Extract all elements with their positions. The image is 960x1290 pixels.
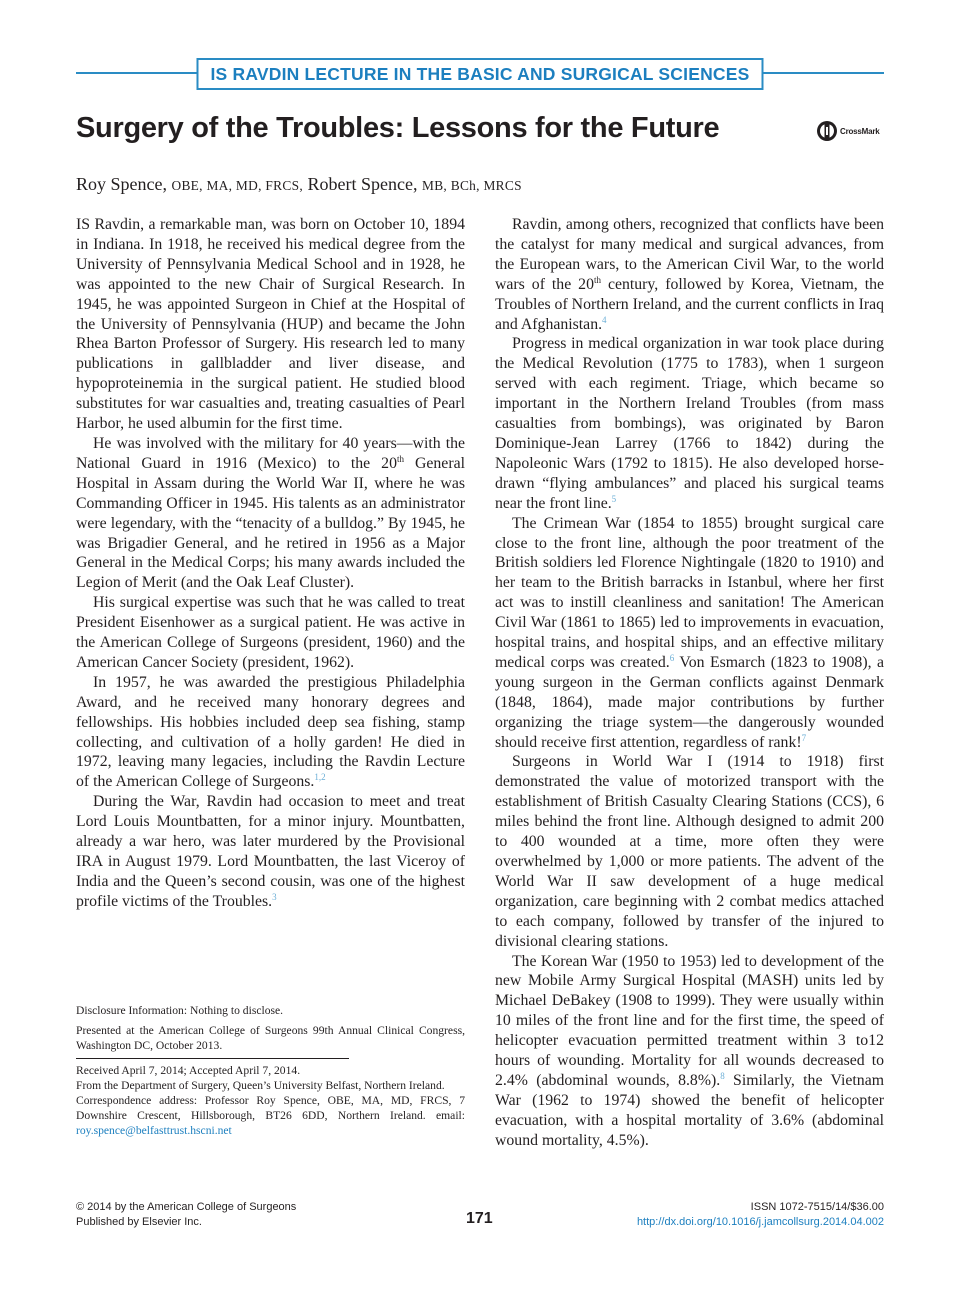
reference-link[interactable]: 4 [602,314,607,325]
page-number: 171 [466,1210,493,1227]
issn-text: ISSN 1072-7515/14/$36.00 [750,1201,884,1213]
presented-note: Presented at the American College of Surgeons 99th Annual Clinical Congress, Washington DC, October 2013. [76,1024,465,1052]
paragraph: The Crimean War (1854 to 1855) brought surgical care close to the front line, although the poor treatment of the British soldiers led Florence Nightingale (1820 to 1910) and her team to the British barracks in Istanbul, where her first act was to instill cleanliness and sanitation! The American Civil War (1861 to 1865) led to improvements in evacuation, hospital trains, and hospital ships, and an effective military medical corps was created.$^6$ Von Esmarch (1823 to 1908), a young surgeon in the German conflicts against Denmark (1848, 1864), made major contributions by further organizing the triage system—the dangerously wounded should receive first attention, regardless of rank!$^7$ [495,514,884,751]
footer-left [76,1200,296,1230]
affiliation-note: From the Department of Surgery, Queen’s University Belfast, Northern Ireland. [76,1079,445,1092]
crossmark-icon [816,120,838,142]
author-name: Roy Spence, [76,174,167,194]
reference-link[interactable]: 8 [720,1070,725,1081]
article-title: Surgery of the Troubles: Lessons for the Future [76,112,720,144]
doi-link[interactable]: http://dx.doi.org/10.1016/j.jamcollsurg.2014.04.002 [636,1216,884,1228]
footer-right [637,1200,884,1230]
crossmark-badge[interactable] [816,120,880,142]
author-credentials: OBE, MA, MD, FRCS, [171,178,304,193]
reference-link[interactable]: 3 [272,891,277,902]
paragraph: In 1957, he was awarded the prestigious Philadelphia Award, and he received many honorary degrees and fellowships. His hobbies included deep sea fishing, stamp collecting, and cultivation of a holly garden! He died in 1972, leaving many legacies, including the Ravdin Lecture of the American College of Surgeons.$^{1,2}$ [76,673,465,791]
notes-divider [76,1058,349,1059]
author-line [76,174,522,195]
left-column [76,215,465,912]
author-name: Robert Spence, [307,174,418,194]
author-credentials: MB, BCh, MRCS [421,178,522,193]
copyright-text: © 2014 by the American College of Surgeons [76,1201,297,1213]
paragraph: Progress in medical organization in war took place during the Medical Revolution (1775 to 1783), when 1 surgeon served with each regiment. Triage, which became so important in the Northern Ireland Troubles (from mass casualties from bombings), was originated by Baron Dominique-Jean Larrey (1766 to 1842) during the Napoleonic Wars (1792 to 1815). He also developed horse-drawn “flying ambulances” and placed his surgical teams near the front line.$^5$ [495,335,884,512]
publisher-text: Published by Elsevier Inc. [76,1216,202,1228]
paragraph: During the War, Ravdin had occasion to meet and treat Lord Louis Mountbatten, for a minor injury. Mountbatten, already a war hero, was later murdered by the Provisional IRA in August 1979. Lord Mountbatten, the last Viceroy of India and the Queen’s second cousin, was one of the highest profile victims of the Troubles.$^3$ [76,793,465,910]
section-banner [76,58,884,88]
reference-link[interactable]: 5 [611,493,617,504]
section-label: IS RAVDIN LECTURE IN THE BASIC AND SURGICAL SCIENCES [196,58,763,90]
paragraph: His surgical expertise was such that he was called to treat President Eisenhower as a surgical patient. He was active in the American College of Surgeons (president, 1960) and the American Cancer Society (president, 1962). [76,594,465,671]
paragraph: The Korean War (1950 to 1953) led to development of the new Mobile Army Surgical Hospital (MASH) units led by Michael DeBakey (1908 to 1999). They were usually within 10 miles of the front line and for the first time, the speed of helicopter evacuation permitted treatment within 3 to12 hours of wounding. Mortality for all wounds decreased to 2.4% (abdominal wounds, 8.8%).$^8$ Similarly, the Vietnam War (1962 to 1974) showed the benefit of helicopter evacuation, with a hospital mortality of 3.6% (abdominal wound mortality, 4.5%). [495,952,884,1149]
paragraph: IS Ravdin, a remarkable man, was born on October 10, 1894 in Indiana. In 1918, he received his medical degree from the University of Pennsylvania Medical School and in 1928, he was appointed to the new Chair of Surgical Research. In 1945, he was appointed Surgeon in Chief at the Hospital of the University of Pennsylvania (HUP) and became the John Rhea Barton Professor of Surgery. His research led to many publications in gallbladder and liver disease, and hypoproteinemia in the surgical patient. He studied blood substitutes for war casualties and, treating casualties of Pearl Harbor, he used albumin for the first time. [76,216,465,433]
disclosure-note: Disclosure Information: Nothing to disclose. [76,1004,284,1017]
crossmark-label: CrossMark [840,126,880,136]
article-notes [76,1003,465,1138]
reference-link[interactable]: 6 [669,652,675,663]
email-link[interactable]: roy.spence@belfasttrust.hscni.net [76,1124,232,1137]
reference-link[interactable]: 1,2 [314,772,326,783]
correspondence-note: Correspondence address: Professor Roy Spence, OBE, MA, MD, FRCS, 7 Downshire Crescent, Hillsborough, BT26 6DD, Northern Ireland. email: roy.spence@belfasttrust.hscni.net [76,1094,465,1137]
paragraph: He was involved with the military for 40 years—with the National Guard in 1916 (Mexico) to the 20th General Hospital in Assam during the World War II, where he was Commanding Officer in 1945. His talents as an administrator were legendary, with the “tenacity of a bulldog.” By 1945, he was Brigadier General, and he retired in 1956 as a Major General in the Medical Corps; his many awards included the Legion of Merit (and the Oak Leaf Cluster). [76,434,465,592]
paragraph: Surgeons in World War I (1914 to 1918) first demonstrated the value of motorized transport with the establishment of British Casualty Clearing Stations (CCS), 6 miles behind the front line. Although designed to admit 200 to 400 wounded at a time, more often they were overwhelmed by 1,000 or more patients. The advent of the World War II saw development of a huge medical organization, care beginning with 2 combat medics attached to each company, followed by transfer of the injured to divisional clearing stations. [495,753,884,950]
paragraph: Ravdin, among others, recognized that conflicts have been the catalyst for many medical and surgical advances, from the European wars, to the American Civil War, to the world wars of the 20th century, followed by Korea, Vietnam, the Troubles of Northern Ireland, and the current conflicts in Iraq and Afghanistan.$^4$ [495,216,884,333]
right-column [495,215,884,1151]
reference-link[interactable]: 7 [801,732,807,743]
received-note: Received April 7, 2014; Accepted April 7, 2014. [76,1064,301,1077]
